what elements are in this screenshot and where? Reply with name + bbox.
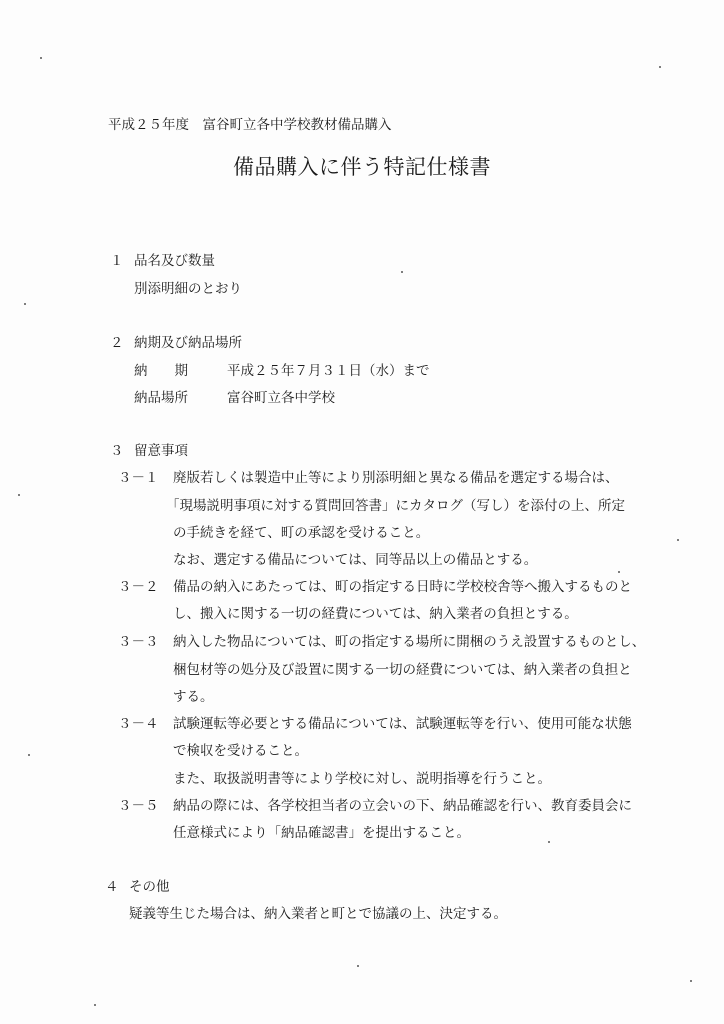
scan-speck: [24, 303, 26, 305]
delivery-date-label: 納 期: [134, 363, 188, 379]
scan-speck: [28, 754, 30, 756]
scan-speck: [548, 841, 550, 843]
item-3-4-number: ３－４: [118, 716, 159, 732]
scan-speck: [690, 980, 692, 982]
section-3-number: ３: [110, 443, 124, 459]
item-3-4-line: で検収を受けること。: [173, 743, 308, 759]
document-title: 備品購入に伴う特記仕様書: [233, 155, 491, 179]
item-3-3-line: 納入した物品については、町の指定する場所に開梱のうえ設置するものとし、: [173, 634, 646, 650]
scan-speck: [94, 1004, 96, 1006]
item-3-4-line: 試験運転等必要とする備品については、試験運転等を行い、使用可能な状態: [173, 716, 632, 732]
section-4-number: ４: [105, 879, 119, 895]
section-1-number: １: [110, 253, 124, 269]
item-3-1-line: 廃版若しくは製造中止等により別添明細と異なる備品を選定する場合は、: [173, 470, 619, 486]
item-3-1-line: の手続きを経て、町の承認を受けること。: [173, 525, 430, 541]
scan-speck: [18, 494, 20, 496]
scan-speck: [618, 571, 620, 573]
section-2-number: ２: [110, 335, 124, 351]
section-4-heading: その他: [129, 879, 170, 895]
delivery-place-value: 富谷町立各中学校: [227, 390, 335, 406]
item-3-5-line: 任意様式により「納品確認書」を提出すること。: [173, 825, 470, 841]
document-header: 平成２５年度 富谷町立各中学校教材備品購入: [108, 117, 392, 133]
scan-speck: [357, 965, 359, 967]
item-3-5-line: 納品の際には、各学校担当者の立会いの下、納品確認を行い、教育委員会に: [173, 798, 632, 814]
item-3-3-line: 梱包材等の処分及び設置に関する一切の経費については、納入業者の負担と: [173, 662, 632, 678]
scan-speck: [677, 539, 679, 541]
item-3-3-line: する。: [173, 689, 214, 705]
scan-speck: [659, 66, 661, 68]
delivery-date-value: 平成２５年７月３１日（水）まで: [227, 363, 430, 379]
section-2-heading: 納期及び納品場所: [134, 335, 242, 351]
section-3-heading: 留意事項: [134, 443, 188, 459]
item-3-5-number: ３－５: [118, 798, 159, 814]
scan-speck: [401, 271, 403, 273]
section-4-text: 疑義等生じた場合は、納入業者と町とで協議の上、決定する。: [129, 906, 507, 922]
item-3-2-line: し、搬入に関する一切の経費については、納入業者の負担とする。: [173, 606, 578, 622]
item-3-3-number: ３－３: [118, 634, 159, 650]
item-3-2-number: ３－２: [118, 579, 159, 595]
scan-speck: [40, 57, 42, 59]
section-1-heading: 品名及び数量: [134, 253, 215, 269]
section-1-text: 別添明細のとおり: [134, 281, 242, 297]
item-3-4-line: また、取扱説明書等により学校に対し、説明指導を行うこと。: [173, 771, 551, 787]
delivery-place-label: 納品場所: [134, 390, 188, 406]
item-3-1-number: ３－１: [118, 470, 159, 486]
item-3-2-line: 備品の納入にあたっては、町の指定する日時に学校校舎等へ搬入するものと: [173, 579, 632, 595]
item-3-1-line: なお、選定する備品については、同等品以上の備品とする。: [173, 552, 538, 568]
item-3-1-line: 「現場説明事項に対する質問回答書」にカタログ（写し）を添付の上、所定: [166, 498, 625, 514]
